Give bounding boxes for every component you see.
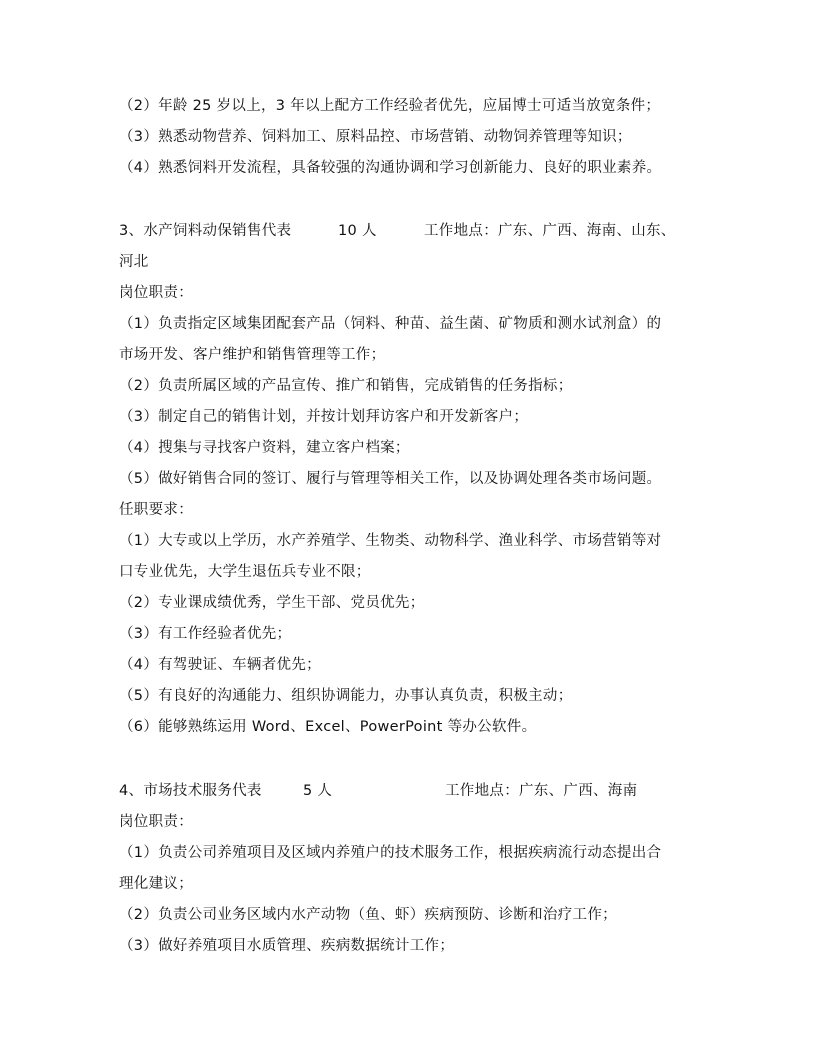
section3-requirement-line: （6）能够熟练运用 Word、Excel、PowerPoint 等办公软件。 [119,719,537,735]
section3-duty-line: （2）负责所属区域的产品宣传、推广和销售，完成销售的任务指标； [119,378,573,394]
section4-heading [119,781,679,801]
section3-location-wrap: 河北 [119,254,149,270]
section3-requirement-line: （4）有驾驶证、车辆者优先； [119,657,321,673]
section3-duty-line: （1）负责指定区域集团配套产品（饲料、种苗、益生菌、矿物质和测水试剂盒）的 [119,316,662,332]
section2-requirement-line: （3）熟悉动物营养、饲料加工、原料品控、市场营销、动物饲养管理等知识； [119,129,632,145]
section3-requirements-label: 任职要求： [119,502,193,518]
section4-duties-label: 岗位职责： [119,814,193,830]
section3-heading [119,221,719,241]
section3-requirement-line: （3）有工作经验者优先； [119,626,292,642]
section4-duty-line: 理化建议； [119,876,193,892]
section2-requirement-line: （2）年龄 25 岁以上，3 年以上配方工作经验者优先，应届博士可适当放宽条件； [119,98,661,114]
section3-headcount: 10 人 [338,223,377,239]
section4-duty-line: （2）负责公司业务区域内水产动物（鱼、虾）疾病预防、诊断和治疗工作； [119,907,617,923]
section3-duty-line: （5）做好销售合同的签订、履行与管理等相关工作，以及协调处理各类市场问题。 [119,471,662,487]
section3-duties-label: 岗位职责： [119,285,193,301]
section3-location: 工作地点：广东、广西、海南、山东、 [424,223,676,239]
section4-duty-line: （3）做好养殖项目水质管理、疾病数据统计工作； [119,938,455,954]
section4-location: 工作地点：广东、广西、海南 [445,783,638,799]
section4-title: 4、市场技术服务代表 [119,783,262,799]
section2-requirement-line: （4）熟悉饲料开发流程，具备较强的沟通协调和学习创新能力、良好的职业素养。 [119,160,662,176]
section3-requirement-line: （5）有良好的沟通能力、组织协调能力，办事认真负责，积极主动； [119,688,573,704]
section3-requirement-line: 口专业优先，大学生退伍兵专业不限； [119,564,371,580]
section3-duty-line: （4）搜集与寻找客户资料，建立客户档案； [119,440,410,456]
section3-duty-line: （3）制定自己的销售计划，并按计划拜访客户和开发新客户； [119,409,529,425]
section3-title: 3、水产饲料动保销售代表 [119,223,292,239]
section4-headcount: 5 人 [303,783,333,799]
section3-requirement-line: （1）大专或以上学历，水产养殖学、生物类、动物科学、渔业科学、市场营销等对 [119,533,662,549]
section3-duty-line: 市场开发、客户维护和销售管理等工作； [119,347,386,363]
section4-duty-line: （1）负责公司养殖项目及区域内养殖户的技术服务工作，根据疾病流行动态提出合 [119,845,662,861]
section3-requirement-line: （2）专业课成绩优秀，学生干部、党员优先； [119,595,425,611]
